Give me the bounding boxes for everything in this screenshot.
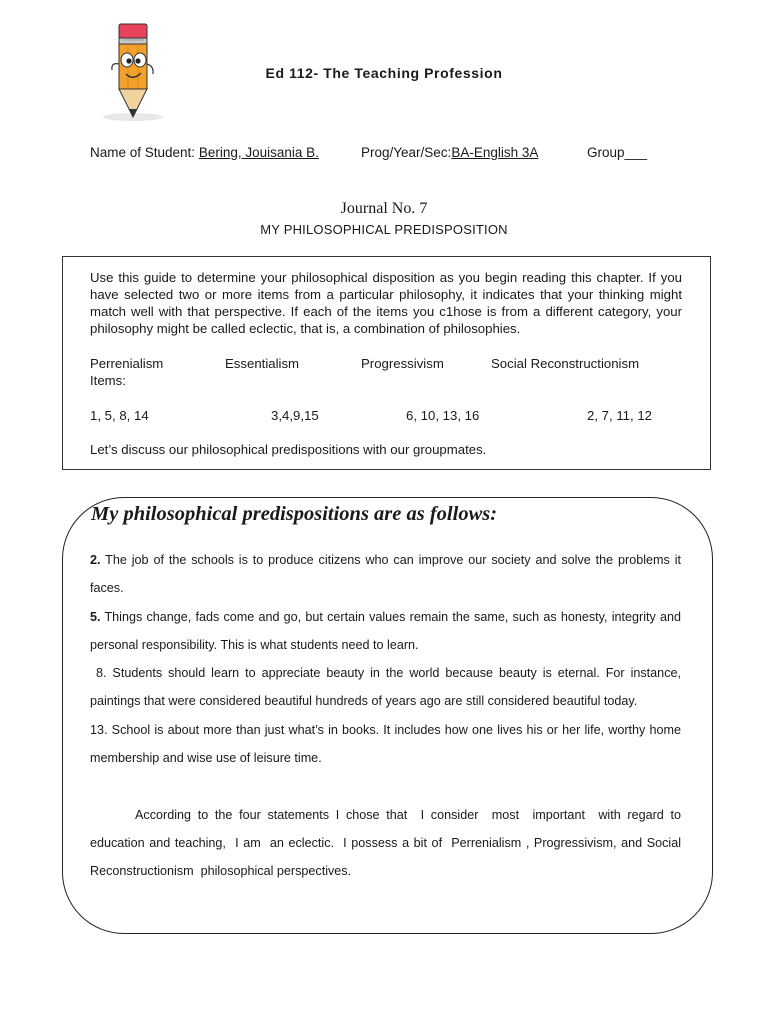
- statement-5: 5. Things change, fads come and go, but certain values remain the same, such as honesty, integrity and personal responsibility. This is what students need to learn.: [90, 609, 681, 652]
- answer-heading: My philosophical predispositions are as follows:: [91, 503, 498, 525]
- journal-number: Journal No. 7: [340, 200, 428, 217]
- philosophy-social-reconstructionism: Social Reconstructionism: [491, 356, 640, 371]
- items-essentialism: 3,4,9,15: [271, 408, 319, 423]
- statement-2: 2. The job of the schools is to produce citizens who can improve our society and solve the problems it faces.: [90, 553, 681, 596]
- philosophy-perrenialism: Perrenialism: [90, 356, 164, 371]
- items-perrenialism: 1, 5, 8, 14: [90, 408, 149, 423]
- answer-body: [90, 546, 688, 886]
- group-field: Group___: [587, 145, 648, 160]
- discussion-note: Let’s discuss our philosophical predispositions with our groupmates.: [90, 442, 487, 457]
- program-value: BA-English 3A: [451, 145, 539, 160]
- philosophy-progressivism: Progressivism: [361, 356, 444, 371]
- guide-instructions: Use this guide to determine your philosophical disposition as you begin reading this chapter. If you have selected two or more items from a particular philosophy, it indicates that your thinking might match well with that perspective. If each of the items you c1hose is from a different category, your philosophy might be called eclectic, that is, a combination of philosophies.: [90, 270, 682, 336]
- student-name-field: Name of Student: Bering, Jouisania B.: [90, 145, 319, 160]
- course-title: Ed 112- The Teaching Profession: [265, 65, 503, 81]
- journal-title: MY PHILOSOPHICAL PREDISPOSITION: [260, 222, 508, 237]
- items-progressivism: 6, 10, 13, 16: [406, 408, 480, 423]
- statement-13: 13. School is about more than just what’s in books. It includes how one lives his or her life, worthy home membership and wise use of leisure time.: [90, 722, 681, 766]
- student-name-value: Bering, Jouisania B.: [198, 145, 319, 160]
- items-label: Items:: [90, 373, 126, 388]
- statement-8: 8. Students should learn to appreciate beauty in the world because beauty is eternal. For instance, paintings that were considered beautiful hundreds of years ago are still considered beautiful today.: [90, 666, 681, 709]
- group-value: ___: [624, 145, 648, 160]
- conclusion-paragraph: According to the four statements I chose that I consider most important with regard to education and teaching, I am an eclectic. I possess a bit of Perrenialism , Progressivism, and Social Reconstructionism philosophical perspectives.: [90, 807, 688, 879]
- philosophy-essentialism: Essentialism: [225, 356, 300, 371]
- items-social-reconstructionism: 2, 7, 11, 12: [587, 408, 653, 423]
- program-field: Prog/Year/Sec:BA-English 3A: [361, 145, 539, 160]
